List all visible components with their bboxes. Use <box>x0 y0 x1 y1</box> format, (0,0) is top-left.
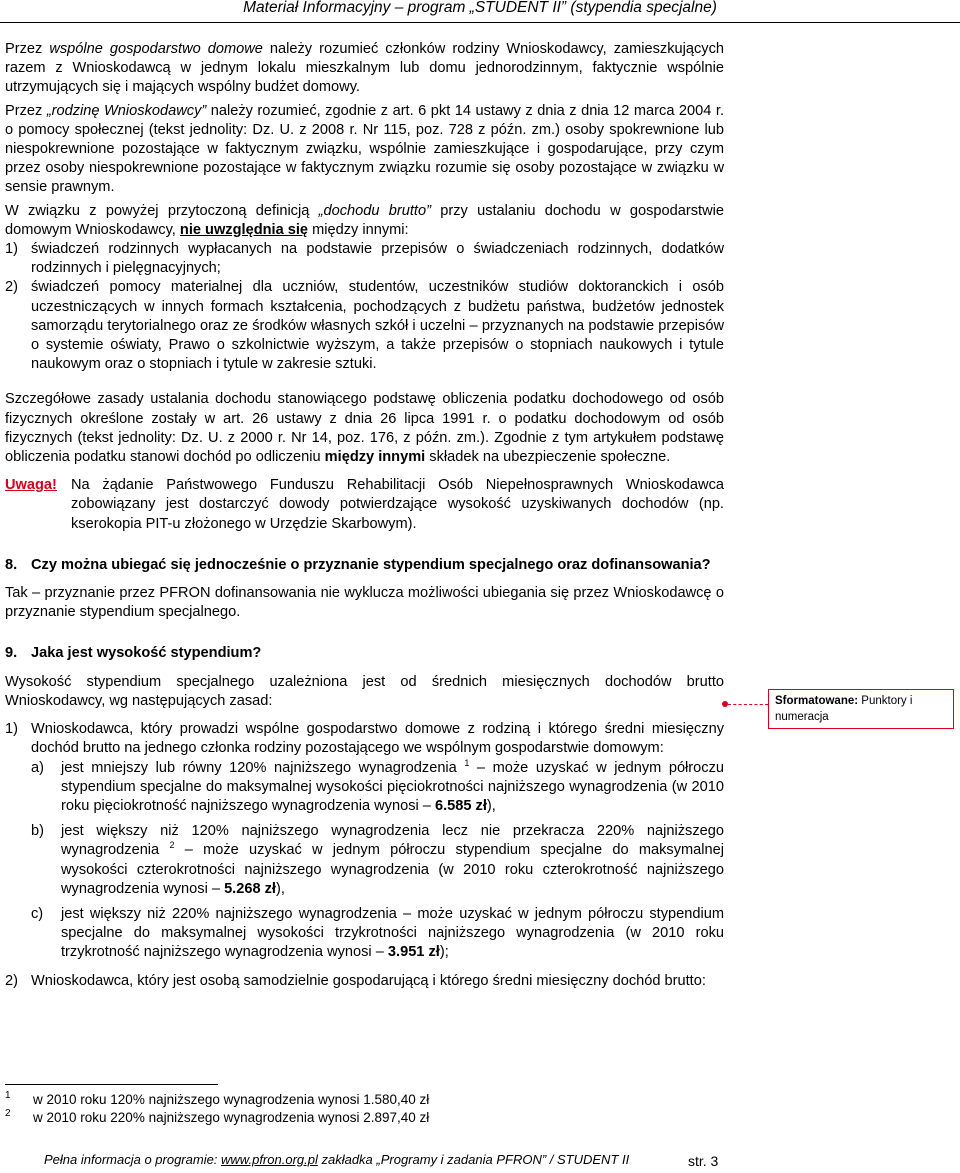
footnotes <box>5 1084 705 1127</box>
footnote-text: w 2010 roku 220% najniższego wynagrodzenia wynosi 2.897,40 zł <box>33 1110 430 1125</box>
footnote-text: w 2010 roku 120% najniższego wynagrodzenia wynosi 1.580,40 zł <box>33 1092 430 1107</box>
text-span: Przez <box>5 41 50 57</box>
footer-link[interactable]: www.pfron.org.pl <box>221 1152 318 1167</box>
text-span: jest mniejszy lub równy 120% najniższego wynagrodzenia <box>61 759 457 776</box>
list-item <box>5 240 724 278</box>
paragraph-tax-rules <box>5 390 724 467</box>
page-header <box>0 0 960 22</box>
page-footer <box>44 1152 744 1167</box>
text-span: należy rozumieć członków rodziny Wnioskodawcy, zamieszkujących razem z Wnioskodawcą w jednym lokalu mieszkalnym lub domu jednorodzinnym, faktycznie wspólnie utrzymujących się i mających wspólny budżet domowy. <box>5 41 724 96</box>
text-span: składek na ubezpieczenie społeczne. <box>425 449 671 466</box>
sub-list-item <box>31 759 724 817</box>
list-item <box>5 972 724 991</box>
list-text: Wnioskodawca, który prowadzi wspólne gospodarstwo domowe z rodziną i którego średni miesięczny dochód brutto na jednego członka rodziny pozostającego we wspólnym gospodarstwie domowym: <box>31 721 724 757</box>
footnote-number: 1 <box>5 1090 11 1101</box>
page-number: str. 3 <box>688 1153 719 1169</box>
question-9 <box>5 644 724 663</box>
answer-8: Tak – przyznanie przez PFRON dofinansowania nie wyklucza możliwości ubiegania się przez Wnioskodawcę o przyznanie stypendium specjalnego. <box>5 585 724 621</box>
list-item <box>5 720 724 758</box>
text-span: przy ustalaniu dochodu w gospodarstwie domowym Wnioskodawcy, <box>5 202 724 238</box>
term-family: „rodzinę Wnioskodawcy” <box>46 102 207 119</box>
term-gross-income: „dochodu brutto” <box>318 202 431 219</box>
list-text: Wnioskodawca, który jest osobą samodzielnie gospodarującą i którego średni miesięczny dochód brutto: <box>31 972 706 989</box>
paragraph-household <box>5 40 724 98</box>
list-number: 2) <box>5 972 18 989</box>
sub-list-letter: b) <box>31 823 44 840</box>
text-span: – może uzyskać w jednym półroczu stypendium specjalne do maksymalnej wysokości pięciokrotności najniższego wynagrodzenia (w 2010 roku pięciokrotność najniższego wynagrodzenia wynosi – <box>61 759 724 814</box>
sub-list-item <box>31 905 724 963</box>
document-body <box>5 40 724 991</box>
text-span: W związku z powyżej przytoczoną definicją <box>5 202 319 219</box>
text-span: między innymi: <box>308 221 409 238</box>
comment-label: Sformatowane: <box>775 695 859 707</box>
comment-text: Punktory i numeracja <box>775 695 913 723</box>
sub-list-text <box>61 822 724 899</box>
warning-text: Na żądanie Państwowego Funduszu Rehabilitacji Osób Niepełnosprawnych Wnioskodawca zobowiązany jest dostarczyć dowody potwierdzające wysokość uzyskiwanych dochodów (np. kserokopia PIT-u złożonego w Urzędzie Skarbowym). <box>71 477 724 532</box>
emphasis-among-others: między innymi <box>324 449 426 466</box>
footer-text: zakładka „Programy i zadania PFRON” / STUDENT II <box>317 1152 630 1167</box>
text-span: ); <box>439 944 449 961</box>
paragraph-income-exclusions <box>5 202 724 240</box>
footnote <box>5 1109 705 1127</box>
amount: 5.268 zł <box>224 880 276 897</box>
footer-text: Pełna informacja o programie: <box>44 1152 222 1167</box>
footnote-number: 2 <box>5 1108 11 1119</box>
list-text: świadczeń rodzinnych wypłacanych na podstawie przepisów o świadczeniach rodzinnych, dodatków rodzinnych i pielęgnacyjnych; <box>31 241 724 277</box>
emphasis-not-included: nie uwzględnia się <box>179 221 309 238</box>
sub-list-text <box>61 905 724 963</box>
question-text: Jaka jest wysokość stypendium? <box>31 645 262 662</box>
sub-list-letter: c) <box>31 905 44 922</box>
text-span: jest większy niż 120% najniższego wynagrodzenia lecz nie przekracza 220% najniższego wynagrodzenia <box>61 823 724 859</box>
footnote-ref[interactable]: 1 <box>464 757 470 768</box>
sub-list-item <box>31 822 724 899</box>
text-span: ), <box>486 797 496 814</box>
text-span: Przez <box>5 102 47 119</box>
amount: 3.951 zł <box>387 944 440 961</box>
format-comment[interactable] <box>768 689 954 729</box>
amount: 6.585 zł <box>434 797 487 814</box>
header-title: Materiał Informacyjny – program „STUDENT II” (stypendia specjalne) <box>243 0 717 16</box>
warning-note <box>5 476 724 534</box>
text-span: jest większy niż 220% najniższego wynagrodzenia – może uzyskać w jednym półroczu stypendium specjalne do maksymalnej wysokości trzykrotności najniższego wynagrodzenia (w 2010 roku trzykrotność najniższego wynagrodzenia wynosi – <box>61 905 724 961</box>
term-household: wspólne gospodarstwo domowe <box>49 41 263 57</box>
list-number: 1) <box>5 241 18 258</box>
text-span: należy rozumieć, zgodnie z art. 6 pkt 14 ustawy z dnia z dnia 12 marca 2004 r. o pomocy społecznej (tekst jednolity: Dz. U. z 2008 r. Nr 115, poz. 728 z późn. zm.) osoby spokrewnione lub niespokrewnione pozostające w faktycznym związku, wspólnie zamieszkujące i gospodarujące, przy czym przez osoby niespokrewnione pozostające w faktycznym związku rozumie się osoby pozostające w związku w sensie prawnym. <box>5 102 725 196</box>
sub-list-letter: a) <box>31 759 44 776</box>
list-number: 2) <box>5 279 18 296</box>
footnote-ref[interactable]: 2 <box>169 840 175 851</box>
text-span: – może uzyskać w jednym półroczu stypendium specjalne do maksymalnej wysokości czterokrotności najniższego wynagrodzenia (w 2010 roku czterokrotność najniższego wynagrodzenia wynosi – <box>61 842 724 897</box>
footnote <box>5 1091 705 1109</box>
question-number: 8. <box>5 556 18 573</box>
comment-connector <box>728 704 768 705</box>
question-number: 9. <box>5 645 18 662</box>
list-text: świadczeń pomocy materialnej dla uczniów, studentów, uczestników studiów doktoranckich i osób uczestniczących w innych formach kształcenia, pochodzących z budżetu państwa, budżetów jednostek samorządu terytorialnego oraz ze środków własnych szkół i uczelni – przyznanych na podstawie przepisów o systemie oświaty, Prawo o szkolnictwie wyższym, a także przepisów o stopniach naukowych i tytule naukowym oraz o stopniach i tytule w zakresie sztuki. <box>31 279 724 373</box>
header-divider <box>0 22 960 23</box>
list-number: 1) <box>5 721 18 738</box>
sub-list-text <box>61 759 724 817</box>
text-span: Szczegółowe zasady ustalania dochodu stanowiącego podstawę obliczenia podatku dochodowego od osób fizycznych określone zostały w art. 26 ustawy z dnia 26 lipca 1991 r. o podatku dochodowym od osób fizycznych (tekst jednolity: Dz. U. z 2000 r. Nr 14, poz. 176, z późn. zm.). Zgodnie z tym artykułem podstawę obliczenia podatku stanowi dochód po odliczeniu <box>5 391 724 466</box>
answer-9-intro: Wysokość stypendium specjalnego uzależniona jest od średnich miesięcznych dochodów brutto Wnioskodawcy, wg następujących zasad: <box>5 673 724 709</box>
question-8 <box>5 556 724 575</box>
question-text: Czy można ubiegać się jednocześnie o przyznanie stypendium specjalnego oraz dofinansowania? <box>31 556 711 573</box>
warning-label: Uwaga! <box>5 477 57 494</box>
text-span: ), <box>276 880 285 897</box>
footnote-divider <box>5 1084 218 1085</box>
paragraph-family <box>5 102 724 198</box>
list-item <box>5 278 724 374</box>
